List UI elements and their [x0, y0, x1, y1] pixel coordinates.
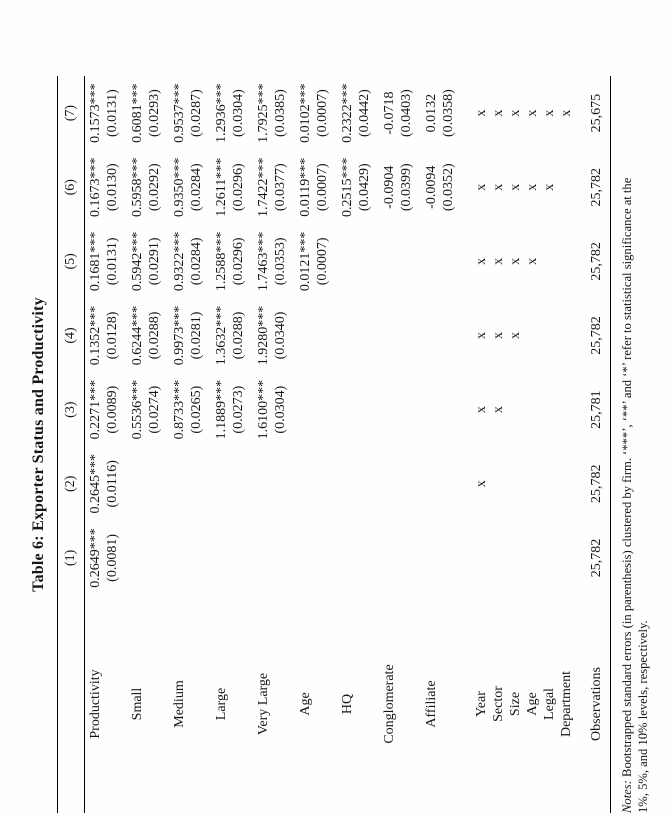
coef-cell: 0.9350*** — [172, 157, 187, 217]
header-row — [58, 76, 85, 813]
coef-cell: 1.7925*** — [256, 83, 271, 143]
control-mark-cell: x — [542, 109, 557, 117]
se-cell: (0.0296) — [231, 237, 246, 286]
se-cell: (0.0273) — [231, 385, 246, 434]
coef-cell — [253, 521, 272, 595]
coef-cell: 0.6244*** — [130, 305, 145, 366]
coef-cell: 0.1673*** — [88, 157, 103, 217]
coef-cell — [295, 447, 314, 521]
se-cell: (0.0007) — [315, 89, 330, 137]
control-row — [507, 76, 524, 813]
col-header: (5) — [58, 224, 85, 298]
obs-value-cell: 25,782 — [585, 150, 611, 224]
se-cell — [398, 224, 421, 298]
se-cell: (0.0007) — [315, 237, 330, 286]
coef-cell — [337, 447, 356, 521]
coef-cell — [253, 447, 272, 521]
row-label: Age — [298, 692, 313, 716]
coef-cell: 0.0102*** — [298, 83, 313, 143]
row-label: Sector — [491, 686, 506, 722]
coef-cell: 1.7463*** — [256, 231, 271, 292]
table-title: Table 6: Exporter Status and Productivity — [30, 297, 47, 592]
se-cell — [188, 521, 211, 595]
coef-cell — [421, 521, 440, 595]
obs-value-cell: 25,782 — [585, 298, 611, 372]
se-cell: (0.0081) — [105, 534, 120, 582]
coef-cell: 0.0132 — [424, 93, 439, 133]
notes-line-2: 1%, 5%, and 10% levels, respectively. — [636, 620, 650, 813]
coef-cell: 1.2611*** — [214, 157, 229, 217]
control-mark-cell — [524, 373, 541, 447]
coef-cell — [379, 373, 398, 447]
se-cell: (0.0353) — [273, 237, 288, 286]
se-cell: (0.0385) — [273, 89, 288, 137]
coef-cell: 1.3632*** — [214, 305, 229, 366]
se-cell — [356, 373, 379, 447]
control-mark-cell: x — [491, 109, 506, 117]
coef-cell: 0.2322*** — [340, 83, 355, 143]
se-cell: (0.0265) — [189, 385, 204, 434]
se-cell — [356, 224, 379, 298]
coef-cell: 0.2515*** — [340, 157, 355, 217]
coef-cell — [421, 298, 440, 372]
coef-cell — [337, 224, 356, 298]
row-label: Conglomerate — [382, 664, 397, 744]
control-mark-cell: x — [491, 332, 506, 340]
coef-cell: 0.9973*** — [172, 305, 187, 366]
control-row — [490, 76, 507, 813]
coef-cell: -0.0718 — [382, 91, 397, 135]
row-label: Small — [130, 687, 145, 721]
se-row — [314, 76, 337, 813]
control-mark-cell: x — [559, 109, 574, 117]
control-mark-cell: x — [474, 480, 489, 488]
control-mark-cell — [490, 447, 507, 521]
se-cell — [188, 447, 211, 521]
coef-row — [337, 76, 356, 813]
col-header: (2) — [58, 447, 85, 521]
se-cell: (0.0116) — [105, 460, 120, 508]
col-header: (1) — [58, 521, 85, 595]
control-mark-cell: x — [474, 332, 489, 340]
coef-cell — [295, 373, 314, 447]
coef-cell: 0.5536*** — [130, 379, 145, 440]
se-row — [188, 76, 211, 813]
coef-cell: 1.2588*** — [214, 231, 229, 292]
coef-cell — [211, 447, 230, 521]
se-cell: (0.0304) — [273, 385, 288, 434]
coef-cell — [337, 521, 356, 595]
row-label-empty — [272, 595, 295, 813]
coef-cell — [337, 298, 356, 372]
control-mark-cell — [558, 298, 575, 372]
coef-cell — [169, 521, 188, 595]
coef-cell — [295, 298, 314, 372]
coef-cell: 0.0121*** — [298, 231, 313, 292]
control-row — [473, 76, 490, 813]
notes-label: Notes: — [620, 780, 634, 813]
control-mark-cell — [558, 373, 575, 447]
se-cell: (0.0403) — [399, 89, 414, 137]
control-mark-cell — [541, 373, 558, 447]
row-label: Size — [508, 691, 523, 717]
coef-cell: 1.7422*** — [256, 157, 271, 217]
coef-cell: 0.8733*** — [172, 379, 187, 440]
table-body — [85, 76, 611, 813]
coef-cell: 0.0119*** — [298, 157, 313, 217]
se-cell — [440, 447, 463, 521]
control-mark-cell: x — [491, 183, 506, 191]
control-mark-cell: x — [508, 257, 523, 265]
coef-cell: 0.1573*** — [88, 83, 103, 143]
se-cell — [440, 224, 463, 298]
control-mark-cell: x — [525, 183, 540, 191]
control-mark-cell: x — [508, 109, 523, 117]
se-cell: (0.0131) — [105, 237, 120, 286]
control-row — [524, 76, 541, 813]
coef-cell — [379, 521, 398, 595]
control-mark-cell: x — [525, 257, 540, 265]
se-cell — [440, 373, 463, 447]
coef-row — [421, 76, 440, 813]
se-cell: (0.0291) — [147, 237, 162, 286]
coef-cell — [211, 521, 230, 595]
results-table — [57, 76, 611, 813]
se-cell — [146, 521, 169, 595]
control-mark-cell — [541, 521, 558, 595]
se-cell — [440, 298, 463, 372]
control-mark-cell — [558, 447, 575, 521]
se-cell: (0.0293) — [147, 89, 162, 137]
coef-cell: 0.9322*** — [172, 231, 187, 292]
row-label-empty — [146, 595, 169, 813]
se-cell — [230, 521, 253, 595]
se-row — [356, 76, 379, 813]
control-row — [558, 76, 575, 813]
se-cell: (0.0352) — [441, 163, 456, 212]
coef-cell: -0.0904 — [382, 165, 397, 209]
row-label: Observations — [585, 595, 611, 813]
obs-value-cell: 25,782 — [585, 521, 611, 595]
row-label: Medium — [172, 680, 187, 728]
se-cell — [398, 521, 421, 595]
se-row — [272, 76, 295, 813]
spacer-cell — [463, 76, 473, 813]
se-cell — [314, 373, 337, 447]
se-cell — [356, 298, 379, 372]
coef-row — [211, 76, 230, 813]
coef-cell — [379, 298, 398, 372]
se-cell: (0.0130) — [105, 163, 120, 212]
control-mark-cell: x — [474, 109, 489, 117]
row-label: HQ — [340, 693, 355, 715]
row-label-empty — [440, 595, 463, 813]
se-cell: (0.0442) — [357, 89, 372, 137]
se-cell — [146, 447, 169, 521]
obs-value-cell: 25,781 — [585, 373, 611, 447]
se-cell: (0.0296) — [231, 163, 246, 212]
coef-cell: 0.6081*** — [130, 83, 145, 143]
observations-row — [585, 76, 611, 813]
control-mark-cell — [558, 521, 575, 595]
coef-cell: 0.2645*** — [88, 454, 103, 514]
coef-cell: 0.2649*** — [88, 528, 103, 588]
notes-text-1: Bootstrapped standard errors (in parenthesis) clustered by firm. ‘***’, ‘**’ and ‘*’ refer to statistical significance at the — [620, 177, 634, 777]
se-cell: (0.0281) — [189, 311, 204, 360]
control-mark-cell — [558, 150, 575, 224]
control-mark-cell: x — [542, 183, 557, 191]
se-cell — [230, 447, 253, 521]
row-label: Age — [525, 692, 540, 716]
coef-cell — [337, 373, 356, 447]
coef-cell: 0.2271*** — [88, 379, 103, 440]
se-row — [440, 76, 463, 813]
coef-cell — [421, 224, 440, 298]
spacer-row — [463, 76, 473, 813]
control-mark-cell — [541, 298, 558, 372]
se-cell: (0.0131) — [105, 89, 120, 137]
control-mark-cell — [541, 447, 558, 521]
se-cell: (0.0007) — [315, 163, 330, 212]
control-mark-cell — [524, 447, 541, 521]
control-mark-cell: x — [491, 257, 506, 265]
obs-value-cell: 25,782 — [585, 447, 611, 521]
coef-cell — [421, 447, 440, 521]
col-header: (4) — [58, 298, 85, 372]
coef-cell — [127, 521, 146, 595]
control-mark-cell — [507, 521, 524, 595]
col-header: (3) — [58, 373, 85, 447]
se-row — [146, 76, 169, 813]
notes-line-1 — [619, 76, 635, 813]
coef-row — [379, 76, 398, 813]
coef-cell: 0.5942*** — [130, 231, 145, 292]
control-mark-cell: x — [491, 406, 506, 414]
obs-value-cell: 25,782 — [585, 224, 611, 298]
coef-cell — [295, 521, 314, 595]
spacer-cell — [575, 76, 585, 813]
coef-cell: -0.0094 — [424, 165, 439, 209]
se-cell — [272, 521, 295, 595]
se-cell: (0.0287) — [189, 89, 204, 137]
coef-cell: 0.1681*** — [88, 231, 103, 292]
col-header: (7) — [58, 76, 85, 150]
coef-cell — [169, 447, 188, 521]
coef-cell: 1.2936*** — [214, 83, 229, 143]
control-mark-cell: x — [474, 183, 489, 191]
se-cell: (0.0089) — [105, 385, 120, 434]
coef-row — [295, 76, 314, 813]
se-cell — [314, 298, 337, 372]
se-cell — [356, 447, 379, 521]
row-label-empty — [356, 595, 379, 813]
row-label: Legal — [542, 688, 557, 720]
coef-cell — [127, 447, 146, 521]
coef-cell: 0.5958*** — [130, 157, 145, 217]
se-cell — [398, 447, 421, 521]
row-label-empty — [314, 595, 337, 813]
row-label: Large — [214, 687, 229, 721]
coef-cell — [421, 373, 440, 447]
coef-cell: 1.9280*** — [256, 305, 271, 366]
control-mark-cell — [507, 447, 524, 521]
row-label-empty — [104, 595, 127, 813]
se-row — [230, 76, 253, 813]
coef-row — [85, 76, 105, 813]
control-mark-cell — [524, 521, 541, 595]
row-label: Affiliate — [424, 680, 439, 728]
coef-cell: 1.6100*** — [256, 379, 271, 440]
row-label-empty — [230, 595, 253, 813]
se-cell — [398, 298, 421, 372]
se-cell: (0.0284) — [189, 237, 204, 286]
coef-cell — [379, 224, 398, 298]
control-mark-cell: x — [508, 332, 523, 340]
control-mark-cell — [507, 373, 524, 447]
control-mark-cell: x — [474, 406, 489, 414]
control-row — [541, 76, 558, 813]
se-cell — [356, 521, 379, 595]
se-cell: (0.0429) — [357, 163, 372, 212]
se-row — [398, 76, 421, 813]
stub-header — [58, 595, 85, 813]
row-label-empty — [188, 595, 211, 813]
se-cell: (0.0288) — [231, 311, 246, 360]
col-header: (6) — [58, 150, 85, 224]
table-notes — [619, 76, 651, 813]
control-mark-cell: x — [474, 257, 489, 265]
control-mark-cell — [558, 224, 575, 298]
coef-cell: 0.1352*** — [88, 305, 103, 366]
coef-cell: 1.1889*** — [214, 379, 229, 440]
coef-row — [253, 76, 272, 813]
se-cell: (0.0288) — [147, 311, 162, 360]
se-cell: (0.0284) — [189, 163, 204, 212]
obs-value-cell: 25,675 — [585, 76, 611, 150]
se-cell: (0.0377) — [273, 163, 288, 212]
row-label-empty — [398, 595, 421, 813]
control-mark-cell: x — [525, 109, 540, 117]
coef-cell: 0.9537*** — [172, 83, 187, 143]
se-cell: (0.0340) — [273, 311, 288, 360]
coef-cell — [379, 447, 398, 521]
control-mark-cell — [473, 521, 490, 595]
se-cell: (0.0399) — [399, 163, 414, 212]
control-mark-cell — [541, 224, 558, 298]
coef-row — [169, 76, 188, 813]
spacer-row — [575, 76, 585, 813]
se-cell — [398, 373, 421, 447]
se-cell: (0.0128) — [105, 311, 120, 360]
control-mark-cell: x — [508, 183, 523, 191]
row-label: Year — [474, 691, 489, 717]
row-label: Productivity — [88, 669, 103, 739]
se-cell — [314, 521, 337, 595]
se-cell — [314, 447, 337, 521]
row-label: Department — [559, 670, 574, 738]
row-label: Very Large — [256, 672, 271, 736]
se-cell: (0.0292) — [147, 163, 162, 212]
se-cell — [440, 521, 463, 595]
control-mark-cell — [490, 521, 507, 595]
se-cell — [272, 447, 295, 521]
control-mark-cell — [524, 298, 541, 372]
se-cell: (0.0274) — [147, 385, 162, 434]
se-cell: (0.0358) — [441, 89, 456, 137]
coef-row — [127, 76, 146, 813]
sideways-table-container — [30, 76, 651, 813]
se-cell: (0.0304) — [231, 89, 246, 137]
se-row — [104, 76, 127, 813]
